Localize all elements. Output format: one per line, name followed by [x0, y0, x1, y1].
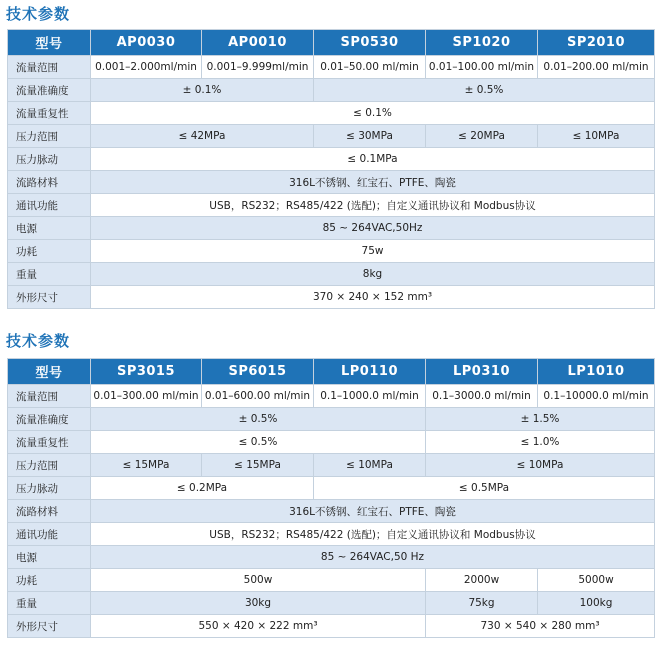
spec-table-1: [7, 29, 655, 309]
table-cell: ≤ 10MPa: [538, 125, 655, 148]
row-label: 流量范围: [8, 56, 91, 79]
row-label: 流量准确度: [8, 79, 91, 102]
table-cell: 85 ~ 264VAC,50Hz: [91, 217, 655, 240]
row-label: 压力范围: [8, 125, 91, 148]
table-cell: 0.01–200.00 ml/min: [538, 56, 655, 79]
table-cell: 0.1–1000.0 ml/min: [314, 385, 426, 408]
table-cell: ≤ 30MPa: [314, 125, 426, 148]
header-cell-model: 型号: [8, 30, 91, 56]
table-row: [8, 171, 655, 194]
table-cell: 500w: [91, 569, 426, 592]
table-cell: 0.01–600.00 ml/min: [202, 385, 314, 408]
header-cell-model: 型号: [8, 359, 91, 385]
table-cell: 8kg: [91, 263, 655, 286]
table-row: [8, 408, 655, 431]
table-cell: 316L不锈钢、红宝石、PTFE、陶瓷: [91, 500, 655, 523]
row-label: 通讯功能: [8, 194, 91, 217]
table-cell: 100kg: [538, 592, 655, 615]
section-title: 技术参数: [6, 5, 71, 23]
table-cell: 85 ~ 264VAC,50 Hz: [91, 546, 655, 569]
table-row: [8, 454, 655, 477]
table-cell: ≤ 0.2MPa: [91, 477, 314, 500]
table-cell: USB，RS232；RS485/422 (选配)；自定义通讯协议和 Modbus协议: [91, 523, 655, 546]
table-cell: ≤ 0.5%: [91, 431, 426, 454]
header-cell: LP0310: [426, 359, 538, 385]
table-cell: 0.01–100.00 ml/min: [426, 56, 538, 79]
table-row: [8, 194, 655, 217]
row-label: 功耗: [8, 569, 91, 592]
row-label: 流量准确度: [8, 408, 91, 431]
table-row: [8, 385, 655, 408]
row-label: 外形尺寸: [8, 615, 91, 638]
table-cell: ≤ 20MPa: [426, 125, 538, 148]
table-row: [8, 523, 655, 546]
header-cell: LP0110: [314, 359, 426, 385]
row-label: 流量重复性: [8, 102, 91, 125]
table-row: [8, 431, 655, 454]
table-cell: 5000w: [538, 569, 655, 592]
table-row: [8, 546, 655, 569]
table-cell: ± 1.5%: [426, 408, 655, 431]
table-header-row: [8, 30, 655, 56]
header-cell: AP0030: [91, 30, 202, 56]
table-cell: 0.001–2.000ml/min: [91, 56, 202, 79]
table-row: [8, 569, 655, 592]
header-cell: SP6015: [202, 359, 314, 385]
row-label: 外形尺寸: [8, 286, 91, 309]
header-cell: SP0530: [314, 30, 426, 56]
table-row: [8, 79, 655, 102]
row-label: 重量: [8, 263, 91, 286]
table-cell: 316L不锈钢、红宝石、PTFE、陶瓷: [91, 171, 655, 194]
row-label: 流路材料: [8, 171, 91, 194]
table-row: [8, 615, 655, 638]
table-cell: 2000w: [426, 569, 538, 592]
table-row: [8, 286, 655, 309]
table-cell: USB，RS232；RS485/422 (选配)；自定义通讯协议和 Modbus协议: [91, 194, 655, 217]
table-cell: ± 0.5%: [314, 79, 655, 102]
table-cell: ≤ 10MPa: [314, 454, 426, 477]
table-cell: 30kg: [91, 592, 426, 615]
table-row: [8, 477, 655, 500]
row-label: 功耗: [8, 240, 91, 263]
table-row: [8, 102, 655, 125]
header-cell: LP1010: [538, 359, 655, 385]
table-row: [8, 217, 655, 240]
header-cell: SP3015: [91, 359, 202, 385]
table-row: [8, 500, 655, 523]
spec-table-2: [7, 358, 655, 638]
header-cell: SP1020: [426, 30, 538, 56]
table-cell: ≤ 0.1%: [91, 102, 655, 125]
table-row: [8, 125, 655, 148]
table-cell: 730 × 540 × 280 mm³: [426, 615, 655, 638]
row-label: 压力脉动: [8, 148, 91, 171]
table-cell: ≤ 15MPa: [202, 454, 314, 477]
table-cell: ≤ 10MPa: [426, 454, 655, 477]
table-cell: 0.1–10000.0 ml/min: [538, 385, 655, 408]
header-cell: AP0010: [202, 30, 314, 56]
table-row: [8, 148, 655, 171]
row-label: 流路材料: [8, 500, 91, 523]
table-cell: 75w: [91, 240, 655, 263]
row-label: 流量重复性: [8, 431, 91, 454]
table-cell: 550 × 420 × 222 mm³: [91, 615, 426, 638]
table-cell: ≤ 1.0%: [426, 431, 655, 454]
row-label: 重量: [8, 592, 91, 615]
header-cell: SP2010: [538, 30, 655, 56]
row-label: 电源: [8, 546, 91, 569]
row-label: 压力脉动: [8, 477, 91, 500]
table-cell: ≤ 0.1MPa: [91, 148, 655, 171]
table-cell: 0.001–9.999ml/min: [202, 56, 314, 79]
row-label: 压力范围: [8, 454, 91, 477]
table-cell: ≤ 0.5MPa: [314, 477, 655, 500]
table-cell: ± 0.1%: [91, 79, 314, 102]
table-cell: ± 0.5%: [91, 408, 426, 431]
table-row: [8, 240, 655, 263]
table-row: [8, 263, 655, 286]
table-cell: 75kg: [426, 592, 538, 615]
table-header-row: [8, 359, 655, 385]
table-cell: 0.1–3000.0 ml/min: [426, 385, 538, 408]
row-label: 流量范围: [8, 385, 91, 408]
section-title: 技术参数: [6, 332, 71, 350]
table-cell: ≤ 15MPa: [91, 454, 202, 477]
table-cell: 0.01–50.00 ml/min: [314, 56, 426, 79]
row-label: 通讯功能: [8, 523, 91, 546]
table-cell: 370 × 240 × 152 mm³: [91, 286, 655, 309]
row-label: 电源: [8, 217, 91, 240]
table-row: [8, 56, 655, 79]
table-cell: ≤ 42MPa: [91, 125, 314, 148]
table-cell: 0.01–300.00 ml/min: [91, 385, 202, 408]
table-row: [8, 592, 655, 615]
